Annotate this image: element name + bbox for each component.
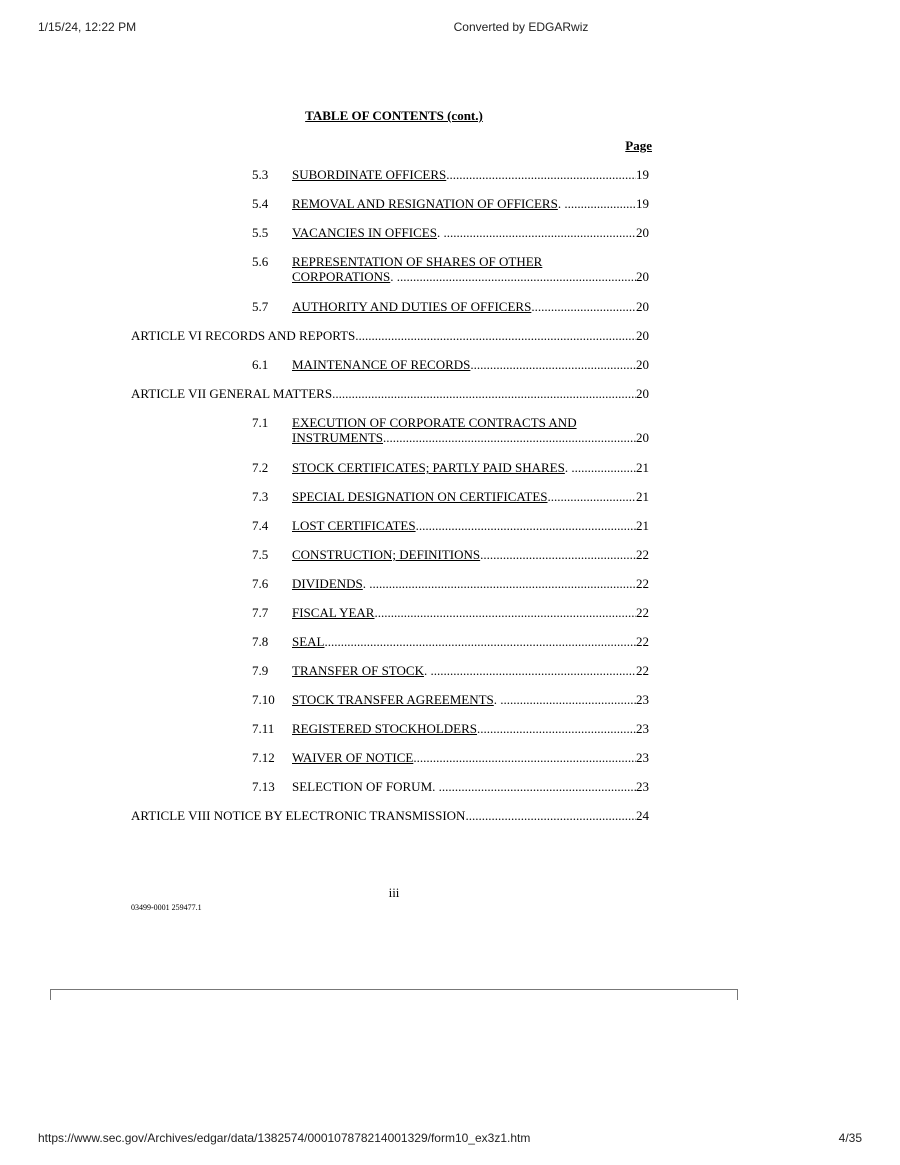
toc-section-link[interactable]: [292, 489, 649, 504]
toc-article-title: ARTICLE VII GENERAL MATTERS: [131, 386, 333, 401]
dot-leader: [531, 299, 636, 314]
toc-section-link[interactable]: [292, 460, 649, 475]
toc-section-title: LOST CERTIFICATES: [292, 518, 416, 533]
toc-section-number: 7.7: [252, 605, 269, 620]
dot-leader: [374, 605, 636, 620]
toc-trailing-text: .: [564, 460, 572, 475]
dot-leader: [548, 489, 637, 504]
toc-section-link[interactable]: [292, 692, 649, 707]
toc-section-number: 5.5: [252, 225, 269, 240]
dot-leader: [416, 518, 636, 533]
toc-page-number: 23: [636, 779, 649, 794]
toc-section-number: 7.4: [252, 518, 269, 533]
toc-section-title: SELECTION OF FORUM.: [292, 779, 439, 794]
toc-title: TABLE OF CONTENTS (cont.): [305, 108, 483, 123]
toc-article[interactable]: [131, 808, 649, 823]
toc-section-title: WAIVER OF NOTICE: [292, 750, 414, 765]
toc-trailing-text: .: [493, 692, 501, 707]
toc-section-number: 7.1: [252, 415, 269, 430]
toc-section-link[interactable]: [292, 576, 649, 591]
page-folio: iii: [388, 885, 400, 900]
toc-section-number: 5.4: [252, 196, 269, 211]
dot-leader: [439, 779, 636, 794]
toc-page-number: 21: [636, 460, 649, 475]
toc-page-number: 20: [636, 299, 649, 314]
toc-section-link[interactable]: [292, 196, 649, 211]
dot-leader: [443, 225, 636, 240]
dot-leader: [355, 328, 636, 343]
toc-section-title: STOCK TRANSFER AGREEMENTS: [292, 692, 494, 707]
toc-section-link[interactable]: [292, 779, 649, 794]
toc-section-link[interactable]: [292, 254, 649, 284]
toc-section-number: 7.11: [252, 721, 275, 736]
toc-section-link[interactable]: [292, 547, 649, 562]
toc-section-number: 7.3: [252, 489, 269, 504]
document-id: 03499-0001 259477.1: [131, 903, 202, 912]
dot-leader: [397, 269, 636, 284]
dot-leader: [383, 430, 636, 445]
toc-page-number: 20: [636, 357, 649, 372]
print-page-count: 4/35: [838, 1131, 862, 1145]
toc-section-link[interactable]: [292, 357, 649, 372]
dot-leader: [325, 634, 637, 649]
toc-page-number: 22: [636, 663, 649, 678]
toc-section-title-cont: CORPORATIONS: [292, 269, 391, 284]
toc-page-number: 23: [636, 692, 649, 707]
toc-trailing-text: .: [557, 196, 565, 211]
toc-section-number: 7.2: [252, 460, 269, 475]
toc-page-number: 19: [636, 167, 649, 182]
toc-trailing-text: .: [436, 225, 444, 240]
toc-section-number: 7.12: [252, 750, 275, 765]
toc-page-number: 23: [636, 721, 649, 736]
toc-page-number: 20: [636, 328, 649, 343]
print-header: [0, 20, 900, 36]
dot-leader: [470, 357, 636, 372]
page-frame: [50, 989, 738, 1000]
converter-label: Converted by EDGARwiz: [453, 20, 589, 34]
toc-section-title: REMOVAL AND RESIGNATION OF OFFICERS: [292, 196, 558, 211]
toc-section-title: DIVIDENDS: [292, 576, 363, 591]
toc-section-title: SPECIAL DESIGNATION ON CERTIFICATES: [292, 489, 548, 504]
dot-leader: [465, 808, 636, 823]
toc-trailing-text: .: [390, 269, 397, 284]
toc-section-link[interactable]: [292, 299, 649, 314]
toc-section-link[interactable]: [292, 721, 649, 736]
dot-leader: [413, 750, 636, 765]
toc-section-number: 7.13: [252, 779, 275, 794]
toc-page-number: 23: [636, 750, 649, 765]
dot-leader: [564, 196, 636, 211]
toc-trailing-text: .: [423, 663, 431, 678]
toc-page-number: 20: [636, 386, 649, 401]
toc-page-number: 21: [636, 518, 649, 533]
toc-section-number: 7.9: [252, 663, 269, 678]
toc-section-title: MAINTENANCE OF RECORDS: [292, 357, 471, 372]
toc-section-title: CONSTRUCTION; DEFINITIONS: [292, 547, 481, 562]
toc-page-number: 22: [636, 547, 649, 562]
dot-leader: [446, 167, 636, 182]
toc-page-number: 19: [636, 196, 649, 211]
toc-article[interactable]: [131, 386, 649, 401]
toc-page-number: 22: [636, 576, 649, 591]
toc-section-link[interactable]: [292, 634, 649, 649]
toc-section-title: STOCK CERTIFICATES; PARTLY PAID SHARES: [292, 460, 565, 475]
toc-section-title-cont: INSTRUMENTS: [292, 430, 384, 445]
toc-page-number: 20: [636, 225, 649, 240]
toc-section-title: AUTHORITY AND DUTIES OF OFFICERS: [292, 299, 532, 314]
dot-leader: [500, 692, 636, 707]
source-url[interactable]: https://www.sec.gov/Archives/edgar/data/1382574/000107878214001329/form10_ex3z1.htm: [38, 1131, 531, 1145]
print-datetime: 1/15/24, 12:22 PM: [38, 20, 137, 34]
dot-leader: [430, 663, 636, 678]
toc-section-title: SUBORDINATE OFFICERS: [292, 167, 447, 182]
toc-page-number: 24: [636, 808, 649, 823]
toc-page-number: 21: [636, 489, 649, 504]
toc-section-link[interactable]: [292, 518, 649, 533]
dot-leader: [369, 576, 636, 591]
toc-section-number: 6.1: [252, 357, 269, 372]
toc-section-title: REPRESENTATION OF SHARES OF OTHER: [292, 254, 543, 269]
toc-article[interactable]: [131, 328, 649, 343]
toc-section-number: 5.7: [252, 299, 269, 314]
print-footer: [0, 1131, 900, 1147]
toc-article-title: ARTICLE VIII NOTICE BY ELECTRONIC TRANSMISSION: [131, 808, 466, 823]
toc-page-number: 20: [636, 269, 649, 284]
toc-page-number: 20: [636, 430, 649, 445]
toc-trailing-text: .: [362, 576, 370, 591]
page-column-heading: Page: [625, 138, 652, 153]
toc-section-title: SEAL: [292, 634, 325, 649]
toc-section-title: EXECUTION OF CORPORATE CONTRACTS AND: [292, 415, 577, 430]
toc-section-link[interactable]: [292, 225, 649, 240]
toc-article-title: ARTICLE VI RECORDS AND REPORTS: [131, 328, 356, 343]
toc-section-title: FISCAL YEAR: [292, 605, 375, 620]
toc-section-number: 7.10: [252, 692, 275, 707]
toc-section-number: 5.6: [252, 254, 269, 269]
toc-section-link[interactable]: [292, 605, 649, 620]
toc-section-title: VACANCIES IN OFFICES: [292, 225, 437, 240]
toc-section-link[interactable]: [292, 415, 649, 445]
toc-section-link[interactable]: [292, 750, 649, 765]
toc-section-number: 5.3: [252, 167, 269, 182]
toc-section-number: 7.8: [252, 634, 269, 649]
dot-leader: [480, 547, 636, 562]
toc-page-number: 22: [636, 605, 649, 620]
dot-leader: [332, 386, 636, 401]
toc-section-title: REGISTERED STOCKHOLDERS: [292, 721, 478, 736]
dot-leader: [477, 721, 636, 736]
toc-section-title: TRANSFER OF STOCK: [292, 663, 424, 678]
toc-section-number: 7.5: [252, 547, 269, 562]
toc-section-link[interactable]: [292, 167, 649, 182]
toc-section-link[interactable]: [292, 663, 649, 678]
dot-leader: [571, 460, 636, 475]
toc-page-number: 22: [636, 634, 649, 649]
toc-section-number: 7.6: [252, 576, 269, 591]
